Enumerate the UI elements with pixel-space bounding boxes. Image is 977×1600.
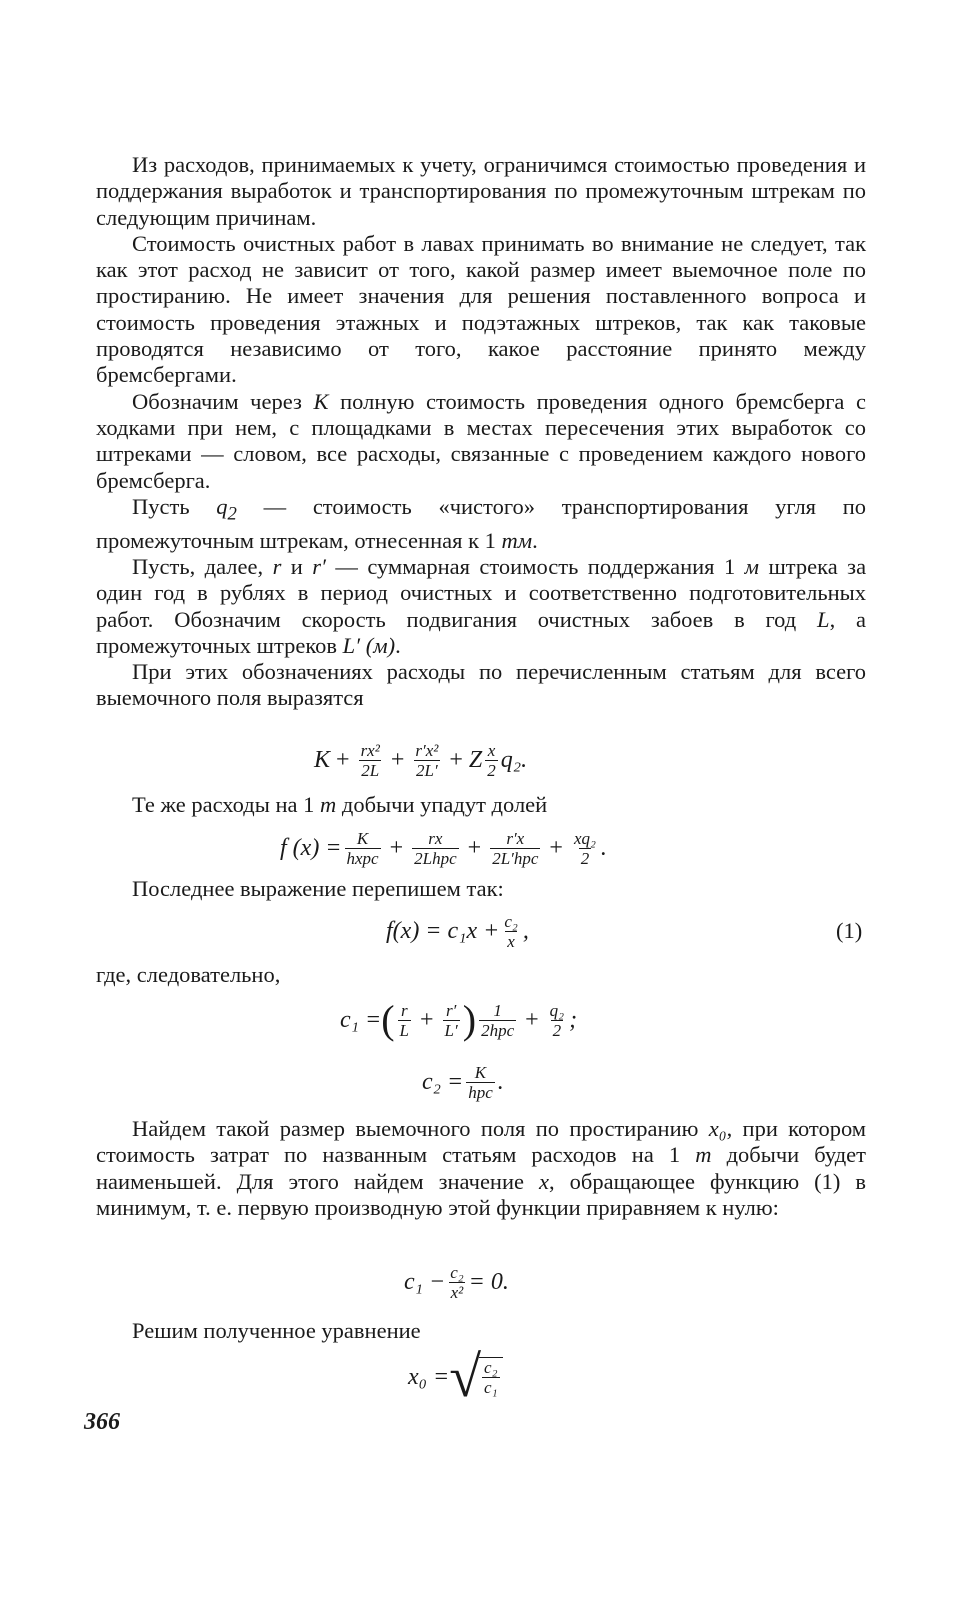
formula-Z: Z [468, 746, 483, 773]
fraction [398, 1001, 411, 1040]
paragraph-text: — стоимость «чистого» транспортирования угля по промежуточным штрекам, отнесенная к 1 [96, 493, 867, 553]
paragraph-minimum [96, 1116, 866, 1221]
numerator: 1 [493, 1000, 502, 1020]
fraction [413, 741, 440, 780]
denominator: 2L [361, 760, 380, 780]
var-K: K [313, 388, 329, 414]
paragraph-text: Найдем такой размер выемочного поля по простиранию [132, 1116, 699, 1141]
equation-number: (1) [836, 918, 863, 943]
denominator: 2hpc [481, 1020, 515, 1040]
formula-x0 [408, 1344, 503, 1409]
unit-m-paren: (м) [365, 632, 396, 658]
var-r-prime: r′ [312, 553, 326, 579]
denominator: hxpc [346, 848, 379, 868]
denominator: L′ [444, 1020, 458, 1040]
fraction [466, 1063, 495, 1102]
plus-sign: + [449, 746, 463, 773]
paragraph-text: Стоимость очистных работ в лавах принимать во внимание не следует, так как этот расход не зависит от того, какой размер имеет выемочное поле по простиранию. Не имеет значения для решения поставленного вопроса и стоимость проведения этажных и подэтажных штреков, так как таковые проводятся независимо от того, какое расстояние принято между бремсбергами. [96, 230, 866, 388]
denominator: 2L′ [416, 760, 438, 780]
unit-m: м [744, 553, 760, 579]
paragraph-solve [96, 1318, 866, 1344]
text-block-per-ton [96, 792, 866, 818]
var-r: r [272, 553, 282, 579]
formula-lhs: x₀ = [408, 1363, 450, 1390]
numerator: xq₂ [573, 828, 596, 848]
denominator: 2Lhpc [414, 848, 457, 868]
plus-sign: + [420, 1006, 434, 1033]
paragraph-text: Пусть [132, 493, 190, 519]
numerator: rx² [360, 740, 380, 760]
denominator: x² [450, 1282, 464, 1302]
paragraph-text: , а промежуточных штреков [96, 606, 866, 658]
formula-c2 [422, 1058, 504, 1106]
paragraph-text: и [290, 553, 303, 579]
plus-sign: + [336, 746, 350, 773]
plus-sign: + [525, 1006, 539, 1033]
text-block-rewrite [96, 876, 866, 902]
paragraph-text: Обозначим через [132, 388, 302, 414]
numerator: q₂ [549, 1000, 565, 1020]
paragraph-cleaning-costs [96, 231, 866, 389]
numerator: K [356, 828, 369, 848]
plus-sign: + [389, 834, 404, 861]
formula-lhs: c₁ = [340, 1006, 382, 1033]
paren-close: ) [462, 997, 477, 1042]
formula-end: ; [569, 1006, 578, 1033]
numerator: K [474, 1062, 487, 1082]
denominator: c₁ [484, 1378, 498, 1397]
denominator: 2 [487, 760, 496, 780]
denominator: 2L′hpc [492, 848, 539, 868]
paragraph-rewrite [96, 876, 866, 902]
fraction [502, 912, 519, 951]
formula-total-cost [314, 738, 527, 782]
formula-lhs: f (x) = [280, 834, 342, 861]
unit-t: т [320, 792, 337, 817]
denominator: 2 [552, 1020, 562, 1040]
formula-c1 [340, 992, 577, 1048]
paragraph-r-definition: Пусть, далее, r и r′ — суммарная стоимость поддержания 1 м штрека за один год в рублях в период очистных и соответственно подготовительных работ. Обозначим скорость подвигания очистных забоев в год L, а промежуточных штреков L′ (м). [96, 553, 867, 658]
var-x: x [539, 1168, 550, 1194]
formula-simplified [386, 908, 529, 954]
paragraph-text: где, следовательно, [96, 962, 281, 987]
paragraph-K-definition [96, 389, 866, 494]
text-block-solve [96, 1318, 866, 1344]
paragraph-per-ton [96, 792, 866, 818]
sqrt-sign-icon: √ [449, 1344, 482, 1409]
paragraph-text: Из расходов, принимаемых к учету, ограничимся стоимостью проведения и поддержания выработок и транспортирования по промежуточным штрекам по следующим причинам. [96, 152, 866, 230]
paragraph-q2-definition: Пусть $q_2$ — стоимость «чистого» транспортирования угля по промежуточным штрекам, отнесенная к 1 тм. [96, 493, 867, 553]
plus-sign: + [390, 746, 405, 773]
formula-end: , [522, 917, 529, 944]
var-q: q [216, 493, 228, 519]
plus-sign: + [549, 834, 563, 861]
formula-lhs: c₂ = [422, 1068, 464, 1095]
fraction [482, 1358, 499, 1397]
numerator: x [487, 740, 496, 760]
numerator: r′ [445, 1000, 457, 1020]
paragraph-text: — суммарная стоимость поддержания 1 [335, 553, 736, 579]
formula-rhs: = 0. [468, 1268, 509, 1295]
paragraph-where [96, 962, 866, 988]
formula-q2: q₂. [500, 746, 528, 773]
formula-lhs: c₁ − [404, 1268, 446, 1295]
paragraph-text: Решим полученное уравнение [132, 1318, 421, 1343]
fraction [548, 1001, 566, 1040]
text-block-top [96, 152, 866, 712]
formula-f-of-x [280, 824, 607, 872]
numerator: c₂ [504, 911, 518, 931]
unit-t: т [695, 1142, 712, 1168]
paragraph-costs [96, 152, 866, 231]
numerator: r′x [506, 828, 525, 848]
var-x0: x₀ [708, 1116, 727, 1141]
text-block-minimum [96, 1116, 866, 1221]
paragraph-text: добычи упадут долей [341, 792, 548, 817]
denominator: hpc [468, 1082, 493, 1102]
var-L: L [817, 606, 830, 632]
text-block-where [96, 962, 866, 988]
fraction [345, 829, 381, 868]
fraction [412, 829, 459, 868]
page-number: 366 [84, 1409, 120, 1435]
plus-sign: + [467, 834, 482, 861]
fraction [448, 1263, 465, 1302]
var-L-prime: L′ [342, 632, 361, 658]
paragraph-text: Пусть, далее, [132, 553, 264, 579]
var-q-subscript: 2 [227, 503, 237, 525]
denominator: L [399, 1020, 409, 1040]
fraction [359, 741, 382, 780]
numerator: r′x² [415, 740, 439, 760]
sqrt-radicand [479, 1357, 502, 1397]
numerator: rx [428, 828, 443, 848]
paragraph-text: Те же расходы на 1 [132, 792, 315, 817]
paragraph-text: , обращающее функцию (1) в минимум, т. е. первую производную этой функции приравняем к нулю: [96, 1168, 866, 1220]
denominator: 2 [580, 848, 590, 868]
formula-lhs: f(x) = c₁x + [386, 917, 500, 944]
fraction [490, 829, 540, 868]
var-q2 [216, 493, 237, 525]
formula-derivative [404, 1258, 509, 1306]
formula-end: . [600, 834, 607, 861]
paragraph-text: Последнее выражение перепишем так: [132, 876, 504, 901]
paragraph-text: добычи будет наименьшей. Для этого найдем значение [96, 1142, 866, 1194]
paragraph-expression-intro [96, 659, 866, 712]
paragraph-text: полную стоимость проведения одного бремсберга с ходками при нем, с площадками в местах пересечения этих выработок со штреками — словом, все расходы, связанные с проведением каждого нового бремсберга. [96, 388, 867, 493]
paragraph-text: , при котором стоимость затрат по названным статьям расходов на 1 [96, 1116, 867, 1168]
numerator: r [400, 1000, 408, 1020]
paragraph-text: штрека за один год в рублях в период очистных и соответственно подготовительных работ. Обозначим скорость подвигания очистных забоев в год [96, 553, 867, 632]
paren-open: ( [381, 997, 395, 1042]
fraction [572, 829, 598, 868]
fraction [443, 1001, 460, 1040]
paragraph-text: При этих обозначениях расходы по перечисленным статьям для всего выемочного поля выразятся [96, 659, 866, 711]
denominator: x [507, 931, 515, 951]
unit-tm: тм [501, 527, 533, 553]
fraction [479, 1001, 516, 1040]
formula-K: K [314, 746, 331, 773]
numerator: c₂ [450, 1262, 464, 1282]
fraction [485, 741, 498, 780]
numerator: c₂ [484, 1358, 498, 1377]
formula-end: . [497, 1068, 504, 1095]
